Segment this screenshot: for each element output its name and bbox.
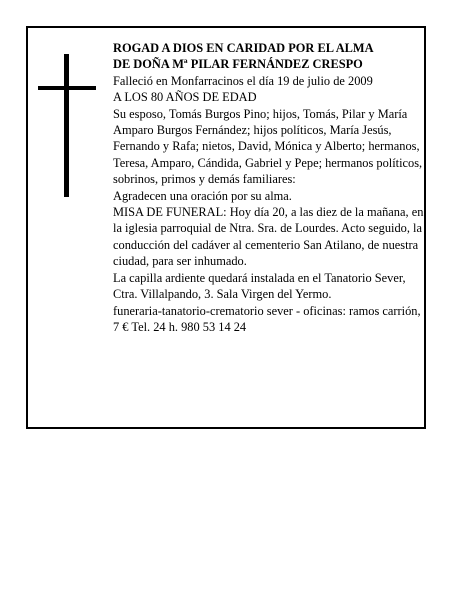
death-info: Falleció en Monfarracinos el día 19 de julio de 2009 — [113, 73, 373, 88]
cross-horizontal-bar — [38, 86, 96, 90]
cross-vertical-bar — [64, 54, 69, 197]
family-paragraph: Su esposo, Tomás Burgos Pino; hijos, Tomás, Pilar y María Amparo Burgos Fernández; hijos políticos, María Jesús, Fernando y Rafa; nietos, David, Mónica y Alberto; hermanos, Teresa, Amparo, Cándida, Gabriel y Pepe; hermanos políticos, sobrinos, primos y demás familiares: — [113, 106, 423, 187]
chapel-paragraph: La capilla ardiente quedará instalada en el Tanatorio Sever, Ctra. Villalpando, 3. Sala Virgen del Yermo. — [113, 270, 406, 302]
thanks-line: Agradecen una oración por su alma. — [113, 188, 292, 203]
heading-line-2: DE DOÑA Mª PILAR FERNÁNDEZ CRESPO — [113, 57, 363, 72]
funeral-home-info: funeraria-tanatorio-crematorio sever - oficinas: ramos carrión, 7 € Tel. 24 h. 980 53 14 24 — [113, 303, 421, 334]
heading-line-1: ROGAD A DIOS EN CARIDAD POR EL ALMA — [113, 41, 374, 55]
cross-icon — [38, 54, 96, 197]
age-line: A LOS 80 AÑOS DE EDAD — [113, 90, 257, 105]
funeral-mass-paragraph: MISA DE FUNERAL: Hoy día 20, a las diez de la mañana, en la iglesia parroquial de Ntra. Sra. de Lourdes. Acto seguido, la conducción del cadáver al cementerio San Atilano, de nuestra ciudad, para ser inhumado. — [113, 205, 424, 269]
obituary-text — [113, 40, 425, 335]
